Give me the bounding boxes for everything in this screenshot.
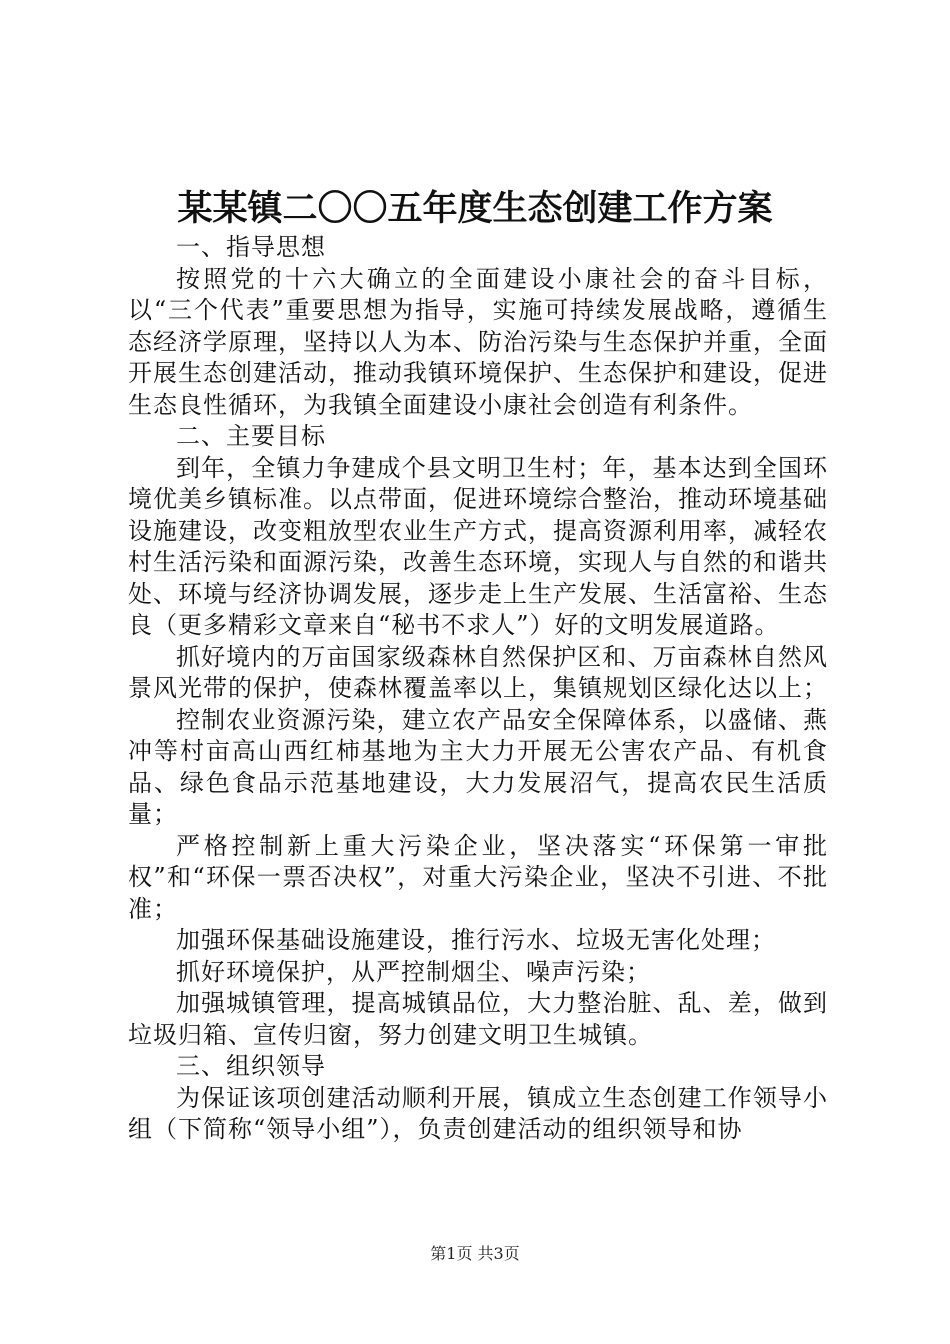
paragraph: 加强城镇管理，提高城镇品位，大力整治脏、乱、差，做到垃圾归箱、宣传归窗，努力创建文明卫生城镇。 xyxy=(128,989,828,1049)
paragraph: 按照党的十六大确立的全面建设小康社会的奋斗目标，以“三个代表”重要思想为指导，实施可持续发展战略，遵循生态经济学原理，坚持以人为本、防治污染与生态保护并重，全面开展生态创建活动，推动我镇环境保护、生态保护和建设，促进生态良性循环，为我镇全面建设小康社会创造有利条件。 xyxy=(128,264,828,419)
document-body xyxy=(128,232,828,1146)
paragraph: 抓好境内的万亩国家级森林自然保护区和、万亩森林自然风景风光带的保护，使森林覆盖率以上，集镇规划区绿化达以上； xyxy=(128,642,828,702)
paragraph: 严格控制新上重大污染企业，坚决落实“环保第一审批权”和“环保一票否决权”，对重大污染企业，坚决不引进、不批准； xyxy=(128,831,828,923)
paragraph: 加强环保基础设施建设，推行污水、垃圾无害化处理； xyxy=(176,926,776,954)
paragraph: 到年，全镇力争建成个县文明卫生村；年，基本达到全国环境优美乡镇标准。以点带面，促进环境综合整治，推动环境基础设施建设，改变粗放型农业生产方式，提高资源利用率，减轻农村生活污染和面源污染，改善生态环境，实现人与自然的和谐共处、环境与经济协调发展，逐步走上生产发展、生活富裕、生态良（更多精彩文章来自“秘书不求人”）好的文明发展道路。 xyxy=(128,453,828,639)
paragraph: 抓好环境保护，从严控制烟尘、噪声污染； xyxy=(176,957,651,986)
paragraph: 为保证该项创建活动顺利开展，镇成立生态创建工作领导小组（下简称“领导小组”），负责创建活动的组织领导和协 xyxy=(128,1083,828,1143)
document-title: 某某镇二〇〇五年度生态创建工作方案 xyxy=(177,188,773,229)
section-heading-guiding-ideology: 一、指导思想 xyxy=(176,233,326,261)
section-heading-organization: 三、组织领导 xyxy=(176,1052,326,1080)
paragraph: 控制农业资源污染，建立农产品安全保障体系，以盛储、燕冲等村亩高山西红柿基地为主大力开展无公害农产品、有机食品、绿色食品示范基地建设，大力发展沼气，提高农民生活质量； xyxy=(128,705,828,828)
section-heading-main-goals: 二、主要目标 xyxy=(176,422,326,450)
page-footer: 第1页 共3页 xyxy=(430,1244,520,1263)
